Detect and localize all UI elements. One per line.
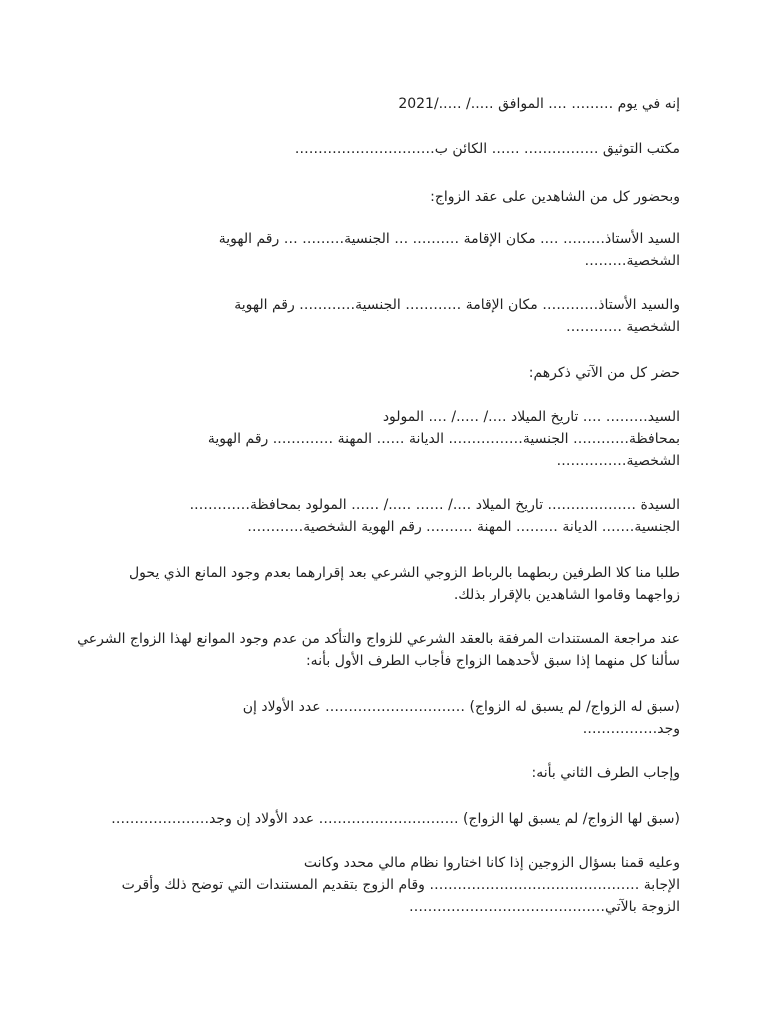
witness2-line1: والسيد الأستاذ………… مكان الإقامة ………… الجنسية………… رقم الهوية xyxy=(234,297,680,313)
first-answer-line1: (سبق له الزواج/ لم يسبق له الزواج) ………………………… عدد الأولاد إن xyxy=(242,699,680,715)
property-line1: وعليه قمنا بسؤال الزوجين إذا كانا اختاروا نظام مالي محدد وكانت xyxy=(303,855,680,871)
husband-line2: بمحافظة………… الجنسية……………. الديانة …… المهنة …………. رقم الهوية xyxy=(207,431,680,447)
husband-line3: الشخصية…………… xyxy=(556,453,680,469)
witness1-line1: السيد الأستاذ……… …. مكان الإقامة ………. … الجنسية……… … رقم الهوية xyxy=(218,231,680,247)
request-line1: طلبا منا كلا الطرفين ربطهما بالرباط الزوجي الشرعي بعد إقرارهما بعدم وجود المانع الذي يحول xyxy=(129,565,680,581)
wife-line2: الجنسية……. الديانة ……… المهنة ………. رقم الهوية الشخصية………… xyxy=(247,519,680,535)
parties-intro: حضر كل من الآتي ذكرهم: xyxy=(528,365,680,381)
header-date-line: إنه في يوم ……… …. الموافق …../ …../2021 xyxy=(398,96,680,112)
property-line3: الزوجة بالآتي…………………………………… xyxy=(409,899,680,915)
witness1-line2: الشخصية……… xyxy=(584,253,680,269)
review-line2: سألنا كل منهما إذا سبق لأحدهما الزواج فأجاب الطرف الأول بأنه: xyxy=(305,653,680,669)
wife-line1: السيدة ………………. تاريخ الميلاد …./ …… …../ …… المولود بمحافظة…………. xyxy=(189,497,680,513)
second-party-intro: وإجاب الطرف الثاني بأنه: xyxy=(531,765,680,781)
review-line1: عند مراجعة المستندات المرفقة بالعقد الشرعي للزواج والتأكد من عدم وجود الموانع لهذا الزواج الشرعي xyxy=(77,631,680,647)
property-line2: الإجابة ……………………………………… وقام الزوج بتقديم المستندات التي توضح ذلك وأقرت xyxy=(121,877,680,893)
witness2-line2: الشخصية ………… xyxy=(565,319,680,335)
second-answer-line: (سبق لها الزواج/ لم يسبق لها الزواج) ………………………… عدد الأولاد إن وجد………………… xyxy=(111,811,680,827)
witnesses-intro: وبحضور كل من الشاهدين على عقد الزواج: xyxy=(430,189,680,205)
request-line2: زواجهما وقاموا الشاهدين بالإقرار بذلك. xyxy=(453,587,680,603)
first-answer-line2: وجد……………. xyxy=(582,721,680,737)
husband-line1: السيد……… …. تاريخ الميلاد …./ …../ …. المولود xyxy=(382,409,680,425)
office-line: مكتب التوثيق ……………. …… الكائن ب………………………… xyxy=(294,141,680,157)
